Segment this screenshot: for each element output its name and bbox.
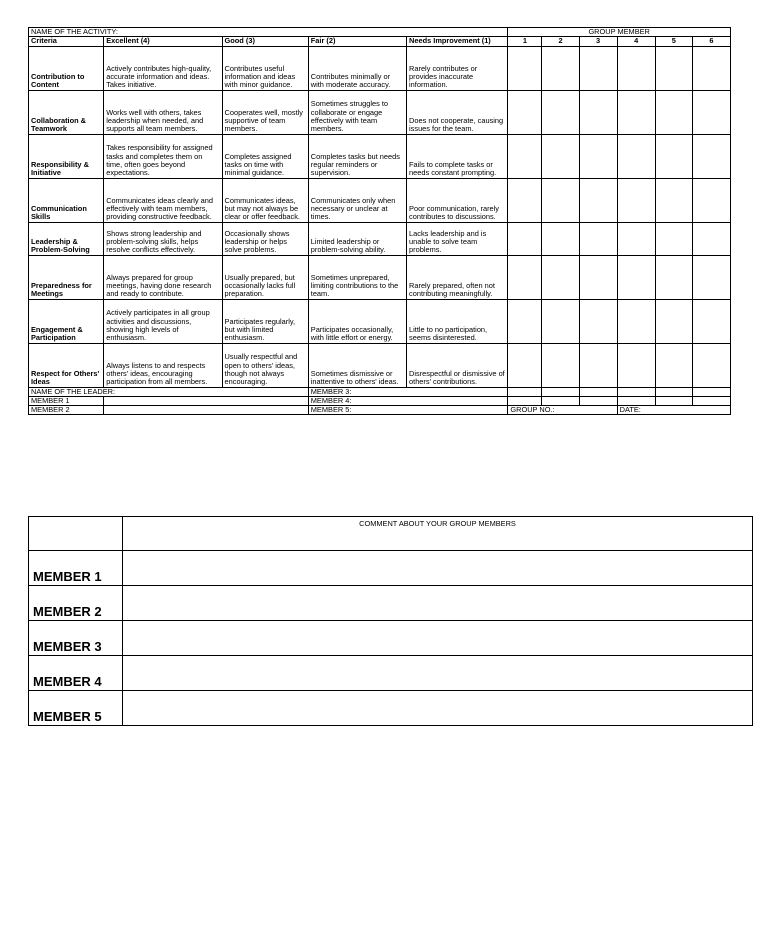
comment-member-label: MEMBER 3 [29, 621, 123, 656]
member3-field[interactable]: MEMBER 3: [308, 387, 508, 396]
comment-field[interactable] [123, 656, 753, 691]
comment-field[interactable] [123, 691, 753, 726]
score-cell-member-1[interactable] [508, 299, 542, 343]
leader-name-field[interactable]: NAME OF THE LEADER: [29, 387, 309, 396]
fair-cell: Sometimes dismissive or inattentive to others' ideas. [308, 343, 406, 387]
needs-improvement-cell: Little to no participation, seems disinterested. [407, 299, 508, 343]
fair-cell: Communicates only when necessary or unclear at times. [308, 178, 406, 222]
score-cell-member-2[interactable] [542, 178, 579, 222]
rubric-row [29, 178, 731, 222]
member2-field[interactable] [104, 406, 309, 415]
score-cell-member-4[interactable] [617, 90, 655, 134]
score-cell-member-3[interactable] [579, 178, 617, 222]
score-cell-member-4[interactable] [617, 222, 655, 255]
criteria-cell: Collaboration & Teamwork [29, 90, 104, 134]
fair-cell: Limited leadership or problem-solving ability. [308, 222, 406, 255]
score-cell-member-4[interactable] [617, 255, 655, 299]
member-number-5: 5 [655, 37, 692, 46]
excellent-cell: Works well with others, takes leadership when needed, and supports all team members. [104, 90, 222, 134]
needs-improvement-cell: Does not cooperate, causing issues for the team. [407, 90, 508, 134]
score-cell-member-4[interactable] [617, 299, 655, 343]
score-cell-member-5[interactable] [655, 343, 692, 387]
good-cell: Participates regularly, but with limited enthusiasm. [222, 299, 308, 343]
group-member-header: GROUP MEMBER [508, 28, 731, 37]
needs-improvement-cell: Poor communication, rarely contributes to discussions. [407, 178, 508, 222]
comment-member-label: MEMBER 5 [29, 691, 123, 726]
score-cell-member-2[interactable] [542, 46, 579, 90]
rubric-row [29, 134, 731, 178]
score-cell-member-5[interactable] [655, 178, 692, 222]
member2-label: MEMBER 2 [29, 406, 104, 415]
good-cell: Occasionally shows leadership or helps solve problems. [222, 222, 308, 255]
comment-row [29, 621, 753, 656]
rubric-row [29, 222, 731, 255]
score-cell-member-4[interactable] [617, 343, 655, 387]
score-cell-member-2[interactable] [542, 134, 579, 178]
rubric-row [29, 90, 731, 134]
rubric-row [29, 46, 731, 90]
score-cell-member-6[interactable] [692, 299, 730, 343]
criteria-cell: Responsibility & Initiative [29, 134, 104, 178]
criteria-cell: Communication Skills [29, 178, 104, 222]
member4-field[interactable]: MEMBER 4: [308, 396, 508, 405]
score-cell-member-2[interactable] [542, 90, 579, 134]
fair-cell: Participates occasionally, with little effort or energy. [308, 299, 406, 343]
comment-field[interactable] [123, 621, 753, 656]
score-cell-member-1[interactable] [508, 134, 542, 178]
score-cell-member-6[interactable] [692, 46, 730, 90]
comment-member-label: MEMBER 4 [29, 656, 123, 691]
score-cell-member-3[interactable] [579, 222, 617, 255]
member-number-4: 4 [617, 37, 655, 46]
score-cell-member-6[interactable] [692, 134, 730, 178]
comments-table [28, 516, 753, 726]
date-field[interactable]: DATE: [617, 406, 730, 415]
score-cell-member-6[interactable] [692, 178, 730, 222]
score-cell-member-3[interactable] [579, 90, 617, 134]
score-cell-member-4[interactable] [617, 134, 655, 178]
comment-row [29, 691, 753, 726]
rubric-table [28, 27, 731, 415]
rubric-rows [29, 46, 731, 387]
good-cell: Completes assigned tasks on time with minimal guidance. [222, 134, 308, 178]
comments-header-row [29, 517, 753, 551]
criteria-cell: Respect for Others' Ideas [29, 343, 104, 387]
criteria-cell: Contribution to Content [29, 46, 104, 90]
score-cell-member-3[interactable] [579, 299, 617, 343]
score-cell-member-5[interactable] [655, 134, 692, 178]
excellent-cell: Takes responsibility for assigned tasks and completes them on time, often goes beyond expectations. [104, 134, 222, 178]
fair-cell: Contributes minimally or with moderate accuracy. [308, 46, 406, 90]
member-number-6: 6 [692, 37, 730, 46]
good-cell: Cooperates well, mostly supportive of team members. [222, 90, 308, 134]
score-cell-member-5[interactable] [655, 255, 692, 299]
activity-row [29, 28, 731, 37]
comment-row [29, 586, 753, 621]
score-cell-member-1[interactable] [508, 255, 542, 299]
score-cell-member-1[interactable] [508, 46, 542, 90]
score-cell-member-4[interactable] [617, 178, 655, 222]
rubric-row [29, 299, 731, 343]
score-cell-member-6[interactable] [692, 222, 730, 255]
excellent-header: Excellent (4) [104, 37, 222, 46]
comment-field[interactable] [123, 551, 753, 586]
comments-title: COMMENT ABOUT YOUR GROUP MEMBERS [123, 517, 753, 551]
score-cell-member-3[interactable] [579, 46, 617, 90]
member1-field[interactable] [104, 396, 309, 405]
member-number-2: 2 [542, 37, 579, 46]
excellent-cell: Shows strong leadership and problem-solving skills, helps resolve conflicts effectively. [104, 222, 222, 255]
score-cell-member-2[interactable] [542, 255, 579, 299]
member5-field[interactable]: MEMBER 5: [308, 406, 508, 415]
fair-cell: Completes tasks but needs regular reminders or supervision. [308, 134, 406, 178]
good-cell: Communicates ideas, but may not always be clear or offer feedback. [222, 178, 308, 222]
member1-row [29, 396, 731, 405]
leader-row [29, 387, 731, 396]
comment-row [29, 551, 753, 586]
needs-improvement-cell: Rarely contributes or provides inaccurate information. [407, 46, 508, 90]
score-cell-member-6[interactable] [692, 255, 730, 299]
needs-improvement-cell: Fails to complete tasks or needs constant prompting. [407, 134, 508, 178]
score-cell-member-4[interactable] [617, 46, 655, 90]
excellent-cell: Communicates ideas clearly and effectively with team members, providing constructive feedback. [104, 178, 222, 222]
criteria-cell: Preparedness for Meetings [29, 255, 104, 299]
member1-label: MEMBER 1 [29, 396, 104, 405]
needs-improvement-cell: Lacks leadership and is unable to solve team problems. [407, 222, 508, 255]
score-cell-member-3[interactable] [579, 134, 617, 178]
fair-cell: Sometimes struggles to collaborate or engage effectively with team members. [308, 90, 406, 134]
score-cell-member-1[interactable] [508, 222, 542, 255]
score-cell-member-2[interactable] [542, 299, 579, 343]
activity-name-field[interactable]: NAME OF THE ACTIVITY: [29, 28, 508, 37]
comment-member-label: MEMBER 1 [29, 551, 123, 586]
member2-row [29, 406, 731, 415]
criteria-cell: Leadership & Problem-Solving [29, 222, 104, 255]
member-number-3: 3 [579, 37, 617, 46]
comment-row [29, 656, 753, 691]
score-cell-member-2[interactable] [542, 343, 579, 387]
good-header: Good (3) [222, 37, 308, 46]
score-cell-member-1[interactable] [508, 90, 542, 134]
fair-cell: Sometimes unprepared, limiting contributions to the team. [308, 255, 406, 299]
excellent-cell: Always listens to and respects others' ideas, encouraging participation from all members. [104, 343, 222, 387]
score-cell-member-2[interactable] [542, 222, 579, 255]
score-cell-member-5[interactable] [655, 222, 692, 255]
score-cell-member-5[interactable] [655, 46, 692, 90]
score-cell-member-5[interactable] [655, 299, 692, 343]
criteria-header: Criteria [29, 37, 104, 46]
good-cell: Usually prepared, but occasionally lacks full preparation. [222, 255, 308, 299]
excellent-cell: Actively participates in all group activities and discussions, showing high levels of enthusiasm. [104, 299, 222, 343]
score-cell-member-6[interactable] [692, 90, 730, 134]
member-number-1: 1 [508, 37, 542, 46]
needs-improvement-cell: Rarely prepared, often not contributing meaningfully. [407, 255, 508, 299]
score-cell-member-5[interactable] [655, 90, 692, 134]
score-cell-member-1[interactable] [508, 343, 542, 387]
excellent-cell: Actively contributes high-quality, accurate information and ideas. Takes initiative. [104, 46, 222, 90]
rubric-row [29, 343, 731, 387]
needs-improvement-cell: Disrespectful or dismissive of others' contributions. [407, 343, 508, 387]
rubric-row [29, 255, 731, 299]
score-cell-member-3[interactable] [579, 343, 617, 387]
good-cell: Contributes useful information and ideas with minor guidance. [222, 46, 308, 90]
fair-header: Fair (2) [308, 37, 406, 46]
criteria-cell: Engagement & Participation [29, 299, 104, 343]
comment-rows [29, 551, 753, 726]
score-cell-member-6[interactable] [692, 343, 730, 387]
score-cell-member-3[interactable] [579, 255, 617, 299]
group-number-field[interactable]: GROUP NO.: [508, 406, 617, 415]
excellent-cell: Always prepared for group meetings, having done research and ready to contribute. [104, 255, 222, 299]
comment-member-label: MEMBER 2 [29, 586, 123, 621]
score-cell-member-1[interactable] [508, 178, 542, 222]
column-header-row [29, 37, 731, 46]
comment-field[interactable] [123, 586, 753, 621]
good-cell: Usually respectful and open to others' ideas, though not always encouraging. [222, 343, 308, 387]
needs-improvement-header: Needs Improvement (1) [407, 37, 508, 46]
